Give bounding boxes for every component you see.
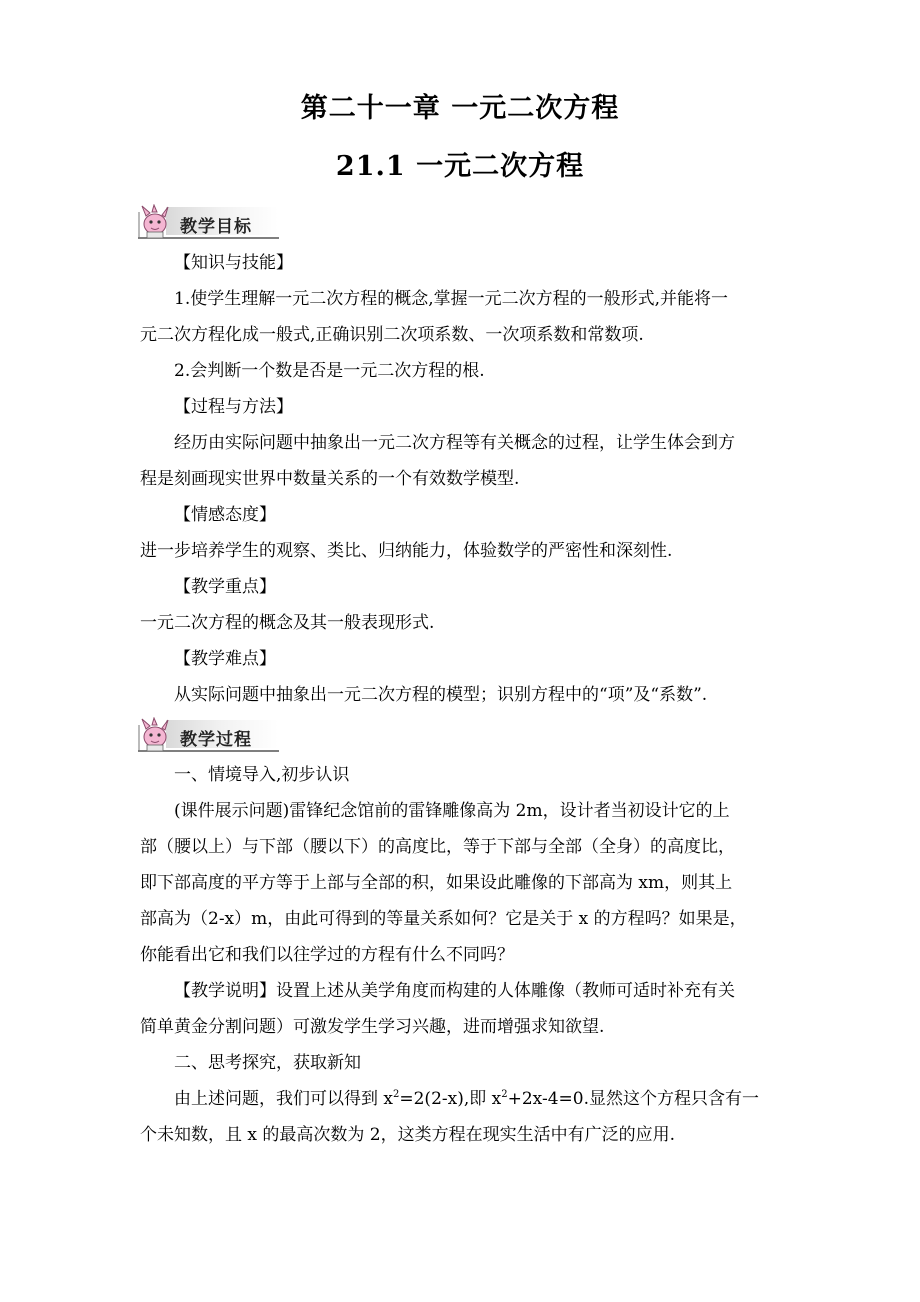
step-2-heading: 二、思考探究，获取新知	[174, 1053, 361, 1073]
process-method-line-2: 程是刻画现实世界中数量关系的一个有效数学模型.	[140, 469, 520, 489]
key-point-text: 一元二次方程的概念及其一般表现形式.	[140, 613, 435, 633]
process-method-heading: 【过程与方法】	[174, 397, 293, 417]
teaching-note-line-2: 简单黄金分割问题）可激发学生学习兴趣，进而增强求知欲望.	[140, 1017, 605, 1037]
equation-text-mid: =2(2-x),即 x	[399, 1089, 502, 1109]
key-point-heading: 【教学重点】	[174, 577, 276, 597]
equation-paragraph-line-2: 个未知数，且 x 的最高次数为 2，这类方程在现实生活中有广泛的应用.	[140, 1125, 676, 1145]
knowledge-item-1-line-1: 1.使学生理解一元二次方程的概念,掌握一元二次方程的一般形式,并能将一	[174, 289, 729, 309]
chapter-title: 第二十一章 一元二次方程	[300, 93, 620, 124]
intro-paragraph-line-5: 你能看出它和我们以往学过的方程有什么不同吗？	[140, 945, 514, 965]
section-banner-process	[138, 717, 280, 753]
knowledge-heading: 【知识与技能】	[174, 253, 293, 273]
emotion-heading: 【情感态度】	[174, 505, 276, 525]
equation-paragraph-line-1	[174, 1087, 759, 1111]
section-banner-goals	[138, 204, 280, 240]
knowledge-item-1-line-2: 元二次方程化成一般式,正确识别二次项系数、一次项系数和常数项.	[140, 325, 644, 345]
intro-paragraph-line-2: 部（腰以上）与下部（腰以下）的高度比，等于下部与全部（全身）的高度比，	[140, 837, 735, 857]
equation-text-pre: 由上述问题，我们可以得到 x	[174, 1089, 393, 1109]
section-title: 21.1 一元二次方程	[335, 151, 585, 182]
knowledge-item-2: 2.会判断一个数是否是一元二次方程的根.	[174, 361, 485, 381]
superscript-exponent: 2	[501, 1089, 508, 1100]
emotion-text: 进一步培养学生的观察、类比、归纳能力，体验数学的严密性和深刻性.	[140, 541, 673, 561]
intro-paragraph-line-3: 即下部高度的平方等于上部与全部的积，如果设此雕像的下部高为 xm，则其上	[140, 873, 733, 893]
process-method-line-1: 经历由实际问题中抽象出一元二次方程等有关概念的过程，让学生体会到方	[174, 433, 735, 453]
equation-text-post: +2x-4=0.显然这个方程只含有一	[507, 1089, 759, 1109]
step-1-heading: 一、情境导入,初步认识	[174, 765, 350, 785]
difficulty-heading: 【教学难点】	[174, 649, 276, 669]
intro-paragraph-line-4: 部高为（2-x）m，由此可得到的等量关系如何？它是关于 x 的方程吗？如果是，	[140, 909, 747, 929]
intro-paragraph-line-1: (课件展示问题)雷锋纪念馆前的雷锋雕像高为 2m，设计者当初设计它的上	[174, 801, 730, 821]
banner-process-label: 教学过程	[180, 730, 252, 750]
difficulty-text: 从实际问题中抽象出一元二次方程的模型；识别方程中的“项”及“系数”.	[174, 685, 708, 705]
superscript-exponent: 2	[393, 1089, 400, 1100]
teaching-note-line-1: 【教学说明】设置上述从美学角度而构建的人体雕像（教师可适时补充有关	[174, 981, 735, 1001]
banner-goals-label: 教学目标	[180, 217, 252, 237]
